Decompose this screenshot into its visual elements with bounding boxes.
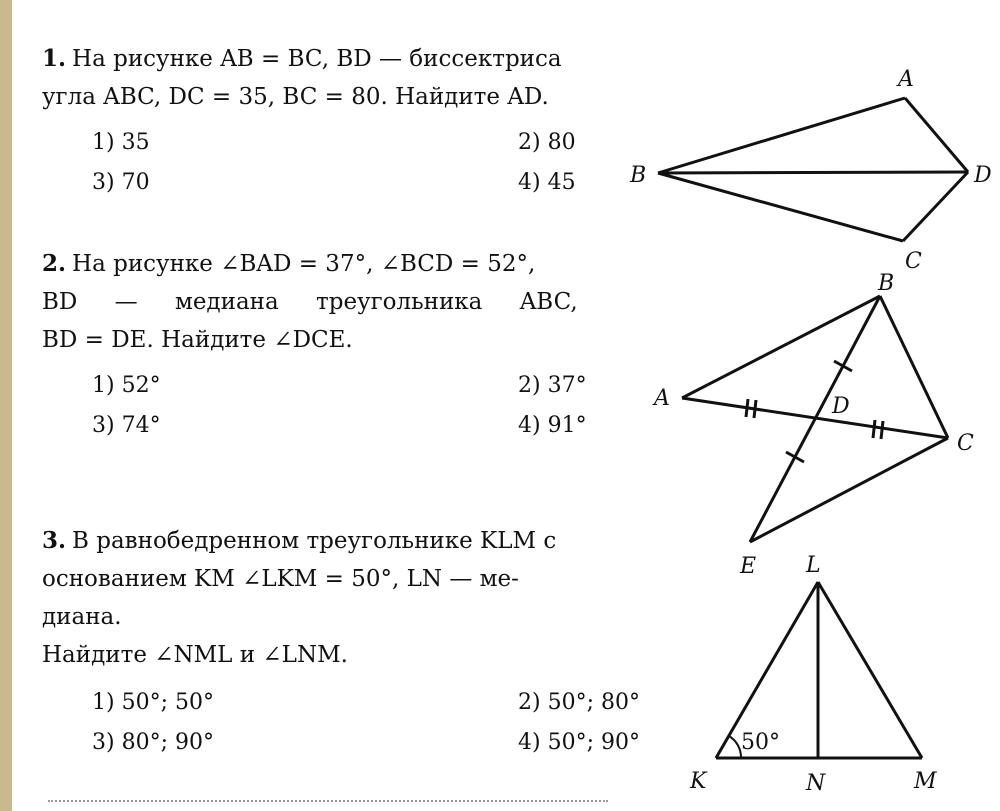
answer-option[interactable]: 2) 80 (518, 130, 576, 155)
answer-option[interactable]: 2) 37° (518, 373, 587, 398)
point-label-m: M (914, 769, 937, 794)
problem-text-line: основанием KM ∠LKM = 50°, LN — ме- (42, 566, 519, 592)
segment-lm (818, 582, 922, 758)
figures-panel (600, 0, 1000, 811)
problem-3 (42, 522, 617, 674)
answer-option[interactable]: 3) 80°; 90° (92, 730, 214, 755)
answer-option[interactable]: 2) 50°; 80° (518, 690, 640, 715)
double-tick-dc-1 (873, 420, 875, 438)
point-label-a: A (654, 386, 670, 411)
segment-bd (658, 172, 968, 173)
point-label-n: N (806, 771, 826, 796)
segment-bc (880, 296, 948, 438)
figure-1-kite (658, 98, 968, 241)
point-label-d: D (832, 394, 850, 419)
point-label-b: B (878, 271, 895, 296)
answer-option[interactable]: 3) 74° (92, 413, 161, 438)
problem-text-line: Найдите ∠NML и ∠LNM. (42, 642, 348, 668)
problem-text-line: В равнобедренном треугольнике KLM с (72, 528, 557, 554)
problem-number: 1. (42, 45, 67, 72)
point-label-a: A (898, 67, 914, 92)
problem-text-line: BD — медиана треугольника ABC, (42, 289, 578, 315)
tick-mark-de (786, 452, 804, 462)
problem-2 (42, 245, 617, 359)
point-label-d: D (974, 163, 992, 188)
segment-ab (682, 296, 880, 398)
problem-text-line: диана. (42, 604, 122, 630)
double-tick-ad-1 (746, 399, 748, 417)
point-label-e: E (740, 554, 757, 579)
answer-option[interactable]: 4) 50°; 90° (518, 730, 640, 755)
segment-ec (750, 438, 948, 542)
problem-text-line: На рисунке ∠BAD = 37°, ∠BCD = 52°, (72, 251, 536, 277)
problem-number: 3. (42, 527, 67, 554)
point-label-b: B (630, 163, 647, 188)
answer-option[interactable]: 3) 70 (92, 170, 150, 195)
tick-mark-bd (834, 361, 852, 371)
page-edge-strip (0, 0, 12, 811)
partial-next-line (48, 800, 608, 810)
point-label-c: C (957, 431, 974, 456)
problem-text-line: BD = DE. Найдите ∠DCE. (42, 327, 353, 353)
segment-be (750, 296, 880, 542)
segment-ba (658, 98, 905, 173)
angle-arc-k (729, 736, 741, 758)
answer-option[interactable]: 1) 52° (92, 373, 161, 398)
angle-label-50: 50° (741, 730, 780, 755)
figure-2-triangles (682, 296, 948, 542)
answer-option[interactable]: 4) 45 (518, 170, 576, 195)
point-label-c: C (905, 249, 922, 274)
problem-number: 2. (42, 250, 67, 277)
problem-1 (42, 40, 617, 116)
segment-cd (903, 172, 968, 241)
answer-option[interactable]: 1) 35 (92, 130, 150, 155)
point-label-l: L (806, 553, 821, 578)
problem-text-line: На рисунке AB = BC, BD — биссектриса (72, 46, 562, 72)
answer-option[interactable]: 1) 50°; 50° (92, 690, 214, 715)
problem-text-line: угла ABC, DC = 35, BC = 80. Найдите AD. (42, 84, 549, 110)
answer-option[interactable]: 4) 91° (518, 413, 587, 438)
segment-bc (658, 173, 903, 241)
segment-ad (905, 98, 968, 172)
double-tick-ad-2 (754, 400, 756, 418)
double-tick-dc-2 (881, 421, 883, 439)
point-label-k: K (690, 769, 707, 794)
